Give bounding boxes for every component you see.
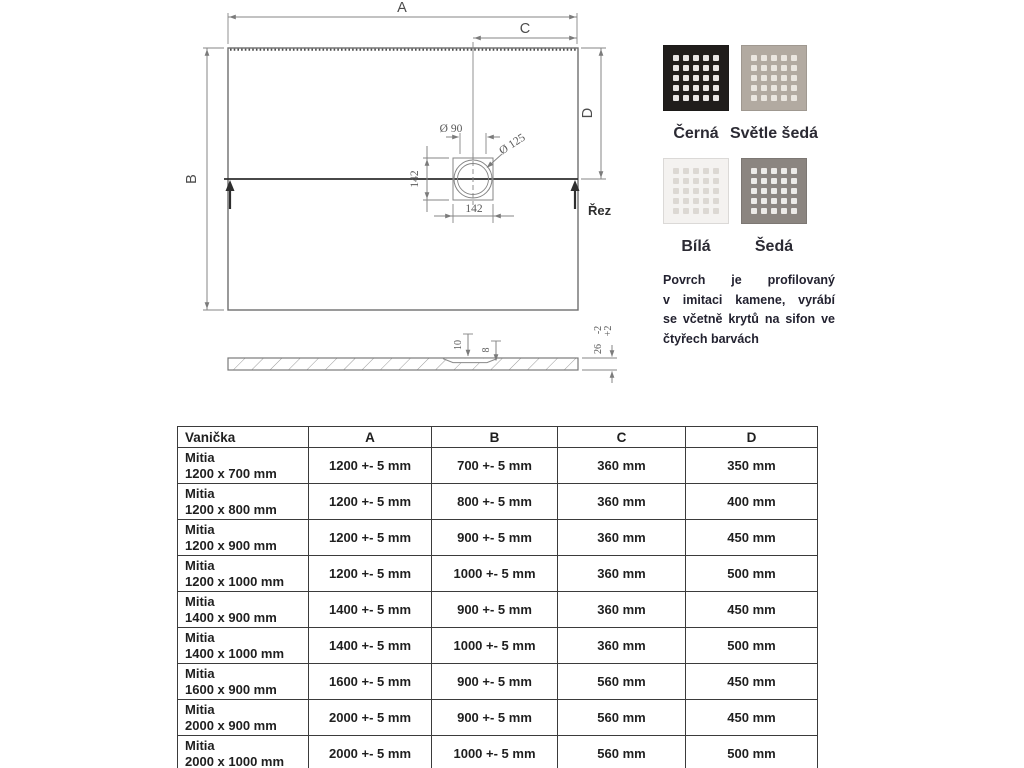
color-swatch-item: [663, 45, 729, 143]
drain-hole-dot: [791, 168, 797, 174]
tray-model: Mitia: [185, 665, 215, 681]
drain-hole-dot: [761, 85, 767, 91]
drain-cover-image: [741, 158, 807, 224]
tray-name-cell: [178, 736, 309, 768]
column-header-d: D: [686, 427, 818, 448]
dim-d-cell: 450 mm: [686, 592, 818, 628]
drain-hole-dot: [781, 198, 787, 204]
drain-hole-dot: [693, 95, 699, 101]
drain-hole-dot: [771, 168, 777, 174]
drain-hole-dot: [761, 75, 767, 81]
drain-hole-dot: [751, 208, 757, 214]
drain-cover-image: [663, 158, 729, 224]
dim-a-cell: 1200 +- 5 mm: [309, 520, 432, 556]
dim-b-cell: 1000 +- 5 mm: [432, 556, 558, 592]
dim-b-cell: 900 +- 5 mm: [432, 700, 558, 736]
drain-hole-dot: [703, 85, 709, 91]
column-header-vanicka: Vanička: [178, 427, 309, 448]
drain-inner-dia-label: Ø 90: [439, 123, 463, 135]
thickness-10-label: 10: [453, 340, 464, 350]
tray-size: 1200 x 1000 mm: [185, 573, 285, 589]
section-label: Řez: [588, 203, 612, 218]
drain-hole-dot: [703, 188, 709, 194]
table-row: [178, 484, 818, 520]
drain-hole-dot: [791, 65, 797, 71]
column-header-a: A: [309, 427, 432, 448]
drain-holes-grid: [673, 55, 719, 101]
drain-hole-dot: [791, 178, 797, 184]
tray-size: 1400 x 1000 mm: [185, 645, 285, 661]
dim-c-cell: 560 mm: [558, 736, 686, 768]
drain-cover-image: [663, 45, 729, 111]
drain-hole-dot: [761, 188, 767, 194]
tray-name-cell: [178, 448, 309, 484]
drain-hole-dot: [761, 168, 767, 174]
drain-hole-dot: [683, 198, 689, 204]
drain-hole-dot: [693, 75, 699, 81]
drain-hole-dot: [703, 55, 709, 61]
drain-hole-dot: [683, 75, 689, 81]
drain-hole-dot: [771, 85, 777, 91]
drain-hole-dot: [751, 75, 757, 81]
dim-d-cell: 500 mm: [686, 628, 818, 664]
drain-cover-image: [741, 45, 807, 111]
table-row: [178, 700, 818, 736]
drain-hole-dot: [693, 208, 699, 214]
color-label: Šedá: [754, 238, 794, 255]
drain-hole-dot: [673, 188, 679, 194]
drain-hole-dot: [673, 55, 679, 61]
drain-hole-dot: [771, 208, 777, 214]
drain-hole-dot: [771, 198, 777, 204]
dim-d-cell: 450 mm: [686, 700, 818, 736]
table-row: [178, 448, 818, 484]
dim-b-cell: 1000 +- 5 mm: [432, 736, 558, 768]
dim-c-cell: 360 mm: [558, 592, 686, 628]
drain-hole-dot: [713, 85, 719, 91]
tray-model: Mitia: [185, 557, 215, 573]
drain-recess-profile: [443, 359, 497, 363]
drain-hole-dot: [673, 95, 679, 101]
dim-c-cell: 360 mm: [558, 628, 686, 664]
color-label: Světle šedá: [729, 125, 819, 142]
drain-hole-dot: [713, 55, 719, 61]
drain-hole-dot: [781, 188, 787, 194]
drain-hole-dot: [703, 208, 709, 214]
drain-hole-dot: [761, 198, 767, 204]
dim-c-cell: 360 mm: [558, 448, 686, 484]
dim-c-cell: 560 mm: [558, 664, 686, 700]
drain-hole-dot: [751, 85, 757, 91]
drain-hole-dot: [761, 208, 767, 214]
dimension-b: [184, 48, 224, 310]
drain-box-height-label: 142: [409, 170, 421, 188]
dimension-d: [580, 48, 606, 179]
tray-model: Mitia: [185, 701, 215, 717]
drain-hole-dot: [703, 75, 709, 81]
dim-d-label: D: [580, 107, 596, 119]
dim-b-cell: 900 +- 5 mm: [432, 664, 558, 700]
column-header-b: B: [432, 427, 558, 448]
drain-hole-dot: [751, 188, 757, 194]
tray-size: 2000 x 1000 mm: [185, 753, 285, 768]
drain-outer-dia-label: Ø 125: [497, 131, 528, 158]
tray-size: 1600 x 900 mm: [185, 681, 277, 697]
drain-hole-dot: [693, 198, 699, 204]
drain-hole-dot: [791, 208, 797, 214]
dim-a-cell: 1400 +- 5 mm: [309, 628, 432, 664]
dim-a-cell: 1200 +- 5 mm: [309, 484, 432, 520]
tray-name-cell: [178, 664, 309, 700]
drain-hole-dot: [771, 75, 777, 81]
tray-name-cell: [178, 700, 309, 736]
dim-d-cell: 500 mm: [686, 736, 818, 768]
tray-model: Mitia: [185, 629, 215, 645]
drain-hole-dot: [771, 178, 777, 184]
drain-hole-dot: [751, 55, 757, 61]
dim-d-cell: 450 mm: [686, 664, 818, 700]
dim-d-cell: 400 mm: [686, 484, 818, 520]
table-row: [178, 592, 818, 628]
drain-hole-dot: [781, 168, 787, 174]
drain-hole-dot: [693, 85, 699, 91]
drain-hole-dot: [713, 198, 719, 204]
drain-hole-dot: [683, 55, 689, 61]
drain-hole-dot: [673, 168, 679, 174]
dim-a-cell: 1600 +- 5 mm: [309, 664, 432, 700]
tray-model: Mitia: [185, 521, 215, 537]
tray-model: Mitia: [185, 593, 215, 609]
column-header-c: C: [558, 427, 686, 448]
color-swatches: [663, 45, 819, 271]
drain-hole-dot: [761, 178, 767, 184]
dim-c-cell: 560 mm: [558, 700, 686, 736]
drain-hole-dot: [713, 75, 719, 81]
dim-b-cell: 800 +- 5 mm: [432, 484, 558, 520]
drain-holes-grid: [751, 55, 797, 101]
color-swatch-item: [663, 158, 729, 256]
tray-size: 1200 x 800 mm: [185, 501, 277, 517]
color-label: Černá: [673, 125, 719, 142]
dim-c-cell: 360 mm: [558, 556, 686, 592]
drain-hole-dot: [693, 55, 699, 61]
tray-cross-section: [228, 326, 617, 383]
drain-hole-dot: [791, 95, 797, 101]
dim-a-cell: 1200 +- 5 mm: [309, 556, 432, 592]
description-line: v imitaci kamene, vyrábí: [663, 292, 835, 307]
drain-hole-dot: [703, 198, 709, 204]
drain-hole-dot: [761, 55, 767, 61]
tray-size: 2000 x 900 mm: [185, 717, 277, 733]
color-swatch-item: [729, 45, 819, 143]
drain-hole-dot: [713, 168, 719, 174]
drain-hole-dot: [781, 208, 787, 214]
tray-size: 1200 x 900 mm: [185, 537, 277, 553]
drain-hole-dot: [683, 95, 689, 101]
drain-hole-dot: [781, 75, 787, 81]
drain-hole-dot: [751, 168, 757, 174]
drain-hole-dot: [761, 65, 767, 71]
drain-hole-dot: [703, 65, 709, 71]
tolerance-plus-label: +2: [603, 325, 614, 337]
technical-drawing: [180, 0, 620, 410]
drain-hole-dot: [683, 65, 689, 71]
dim-b-cell: 900 +- 5 mm: [432, 592, 558, 628]
description-line: Povrch je profilovaný: [663, 273, 835, 287]
table-row: [178, 628, 818, 664]
drain-hole-dot: [693, 168, 699, 174]
tray-name-cell: [178, 592, 309, 628]
drain-hole-dot: [781, 55, 787, 61]
drain-hole-dot: [683, 168, 689, 174]
drain-hole-dot: [683, 178, 689, 184]
tolerance-minus-label: -2: [593, 325, 604, 335]
surface-description: [663, 271, 835, 349]
drain-hole-dot: [713, 178, 719, 184]
dim-a-cell: 1200 +- 5 mm: [309, 448, 432, 484]
dim-c-cell: 360 mm: [558, 520, 686, 556]
thickness-8-label: 8: [481, 347, 492, 353]
drain-hole-dot: [673, 208, 679, 214]
dim-d-cell: 450 mm: [686, 520, 818, 556]
dim-a-cell: 2000 +- 5 mm: [309, 736, 432, 768]
tray-name-cell: [178, 484, 309, 520]
drain-box-width-label: 142: [465, 203, 483, 215]
tray-model: Mitia: [185, 737, 215, 753]
dim-a-label: A: [397, 0, 407, 16]
drain-hole-dot: [771, 65, 777, 71]
drain-hole-dot: [751, 178, 757, 184]
tray-model: Mitia: [185, 485, 215, 501]
swatch-row-1: [663, 45, 819, 143]
drain-hole-dot: [771, 95, 777, 101]
drain-hole-dot: [771, 188, 777, 194]
dim-a-cell: 1400 +- 5 mm: [309, 592, 432, 628]
table-row: [178, 736, 818, 768]
drain-hole-dot: [781, 65, 787, 71]
table-row: [178, 556, 818, 592]
drain-hole-dot: [713, 188, 719, 194]
drain-hole-dot: [703, 178, 709, 184]
drain-holes-grid: [751, 168, 797, 214]
drain-hole-dot: [771, 55, 777, 61]
drain-hole-dot: [781, 85, 787, 91]
drain-hole-dot: [751, 198, 757, 204]
drain-hole-dot: [791, 85, 797, 91]
tray-name-cell: [178, 556, 309, 592]
drain-hole-dot: [673, 178, 679, 184]
drain-hole-dot: [791, 198, 797, 204]
drain-hole-dot: [683, 85, 689, 91]
tray-size: 1400 x 900 mm: [185, 609, 277, 625]
drain-hole-dot: [713, 208, 719, 214]
tray-name-cell: [178, 628, 309, 664]
drain-hole-dot: [761, 95, 767, 101]
color-label: Bílá: [681, 238, 711, 255]
drain-hole-dot: [781, 178, 787, 184]
drain-hole-dot: [791, 55, 797, 61]
drain-hole-dot: [673, 65, 679, 71]
drain-hole-dot: [673, 75, 679, 81]
drain-hole-dot: [791, 188, 797, 194]
table-header-row: [178, 427, 818, 448]
description-line: čtyřech barvách: [663, 331, 759, 346]
drain-hole-dot: [791, 75, 797, 81]
size-table: [177, 426, 818, 768]
tray-name-cell: [178, 520, 309, 556]
drain-hole-dot: [713, 65, 719, 71]
table-row: [178, 520, 818, 556]
drain-hole-dot: [703, 168, 709, 174]
drain-hole-dot: [693, 178, 699, 184]
drain-hole-dot: [781, 95, 787, 101]
description-line: se včetně krytů na sifon ve: [663, 312, 835, 326]
drain-hole-dot: [693, 188, 699, 194]
swatch-row-2: [663, 158, 807, 256]
dim-b-cell: 1000 +- 5 mm: [432, 628, 558, 664]
profile-height-label: 26: [593, 344, 604, 354]
dim-a-cell: 2000 +- 5 mm: [309, 700, 432, 736]
dim-d-cell: 500 mm: [686, 556, 818, 592]
drain-hole-dot: [673, 198, 679, 204]
dim-c-label: C: [519, 21, 531, 37]
dim-b-label: B: [184, 174, 200, 184]
drain-hole-dot: [683, 188, 689, 194]
tray-model: Mitia: [185, 449, 215, 465]
size-table-body: [178, 448, 818, 768]
dim-d-cell: 350 mm: [686, 448, 818, 484]
tray-size: 1200 x 700 mm: [185, 465, 277, 481]
drain-holes-grid: [673, 168, 719, 214]
drain-hole-dot: [673, 85, 679, 91]
drain-hole-dot: [751, 95, 757, 101]
color-swatch-item: [741, 158, 807, 256]
drain-hole-dot: [703, 95, 709, 101]
drain-hole-dot: [713, 95, 719, 101]
drain-hole-dot: [683, 208, 689, 214]
drain-hole-dot: [751, 65, 757, 71]
dim-b-cell: 700 +- 5 mm: [432, 448, 558, 484]
drain-hole-dot: [693, 65, 699, 71]
dim-c-cell: 360 mm: [558, 484, 686, 520]
dim-b-cell: 900 +- 5 mm: [432, 520, 558, 556]
table-row: [178, 664, 818, 700]
